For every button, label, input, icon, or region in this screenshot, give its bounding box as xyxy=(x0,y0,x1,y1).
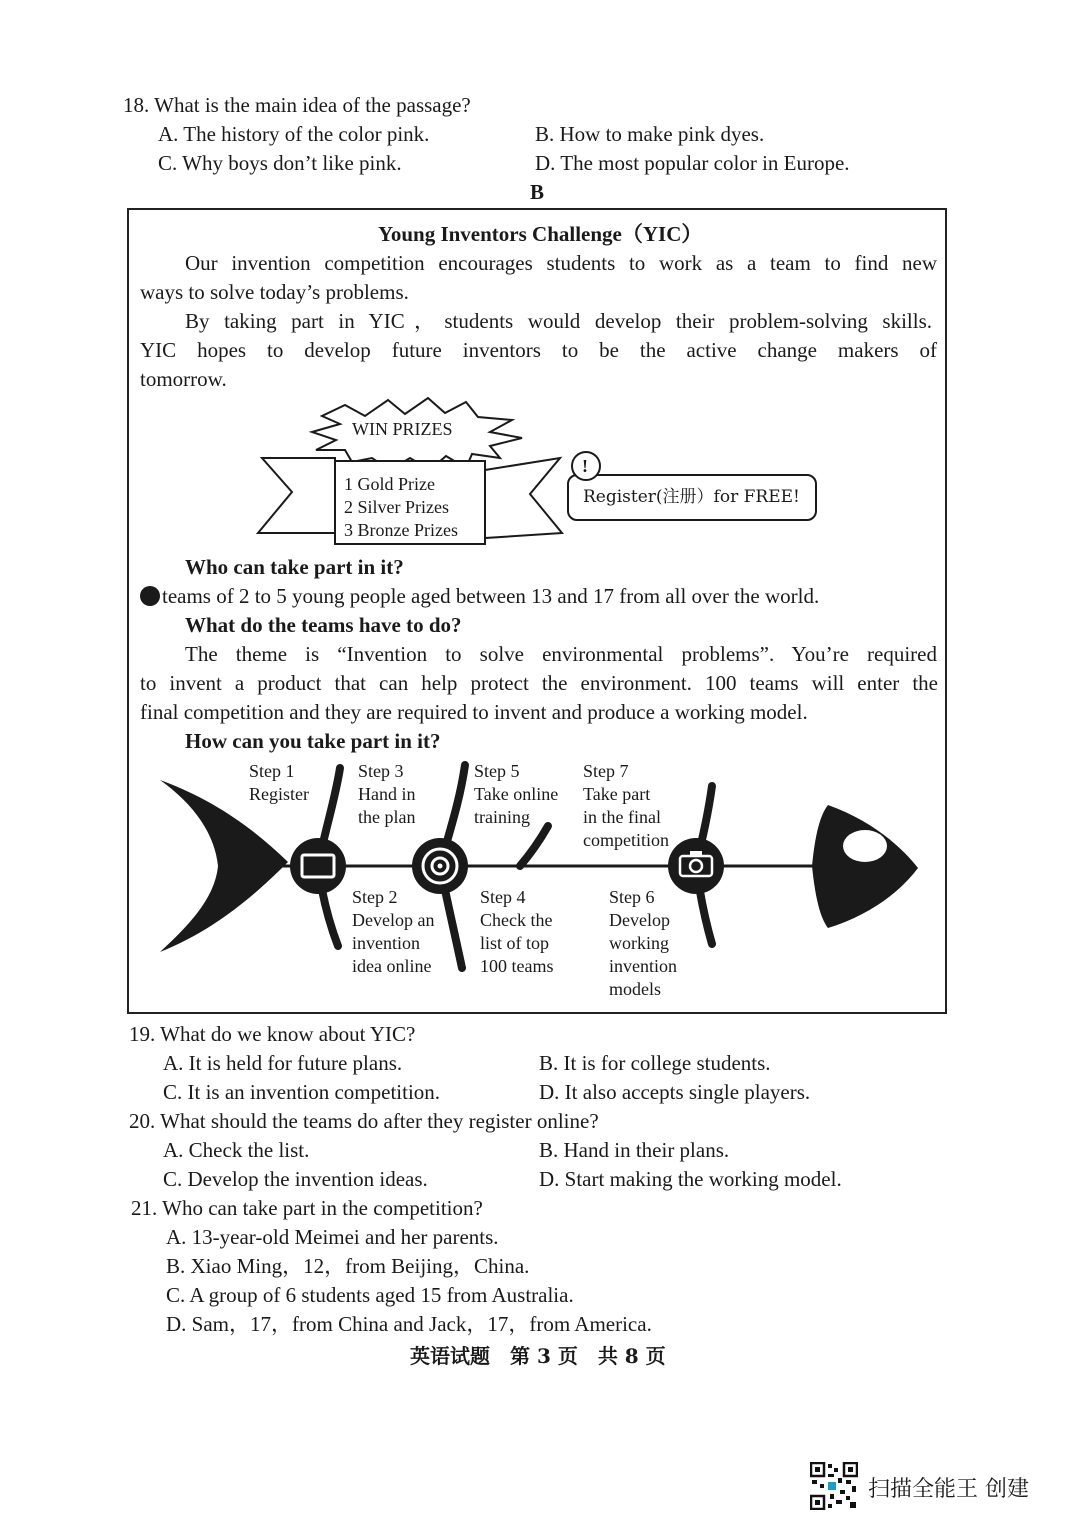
step6-text-3: invention xyxy=(609,956,677,976)
para2-line3: tomorrow. xyxy=(140,367,227,391)
what-line2: to invent a product that can help protect the environment. 100 teams will enter the xyxy=(140,671,938,695)
q19-option-d: D. It also accepts single players. xyxy=(539,1080,811,1104)
step6-text-4: models xyxy=(609,979,661,999)
para1-line2: ways to solve today’s problems. xyxy=(140,280,409,304)
page-footer: 英语试题 第 3 页 共 8 页 xyxy=(410,1344,666,1368)
who-heading: Who can take part in it? xyxy=(185,555,404,579)
q20-option-b: B. Hand in their plans. xyxy=(539,1138,730,1162)
rib-step-5 xyxy=(520,826,548,866)
node-camera-icon xyxy=(668,838,724,894)
section-label: B xyxy=(530,180,545,204)
prize-silver: 2 Silver Prizes xyxy=(344,497,449,517)
q18-stem: 18. What is the main idea of the passage? xyxy=(123,93,471,117)
step4-text-3: 100 teams xyxy=(480,956,554,976)
step7-text-2: in the final xyxy=(583,807,661,827)
q20-option-c: C. Develop the invention ideas. xyxy=(163,1167,428,1191)
node-screen-icon xyxy=(290,838,346,894)
q21-option-c: C. A group of 6 students aged 15 from Australia. xyxy=(166,1283,574,1307)
what-heading: What do the teams have to do? xyxy=(185,613,462,637)
step3-title: Step 3 xyxy=(358,761,404,781)
who-text: teams of 2 to 5 young people aged between 13 and 17 from all over the world. xyxy=(162,584,820,608)
step7-text-1: Take part xyxy=(583,784,651,804)
q19-option-a: A. It is held for future plans. xyxy=(163,1051,403,1075)
step5-text-2: training xyxy=(474,807,530,827)
para1-line1: Our invention competition encourages students to work as a team to find new xyxy=(185,251,937,275)
step6-text-2: working xyxy=(609,933,669,953)
step2-text-1: Develop an xyxy=(352,910,435,930)
q20-stem: 20. What should the teams do after they register online? xyxy=(129,1109,599,1133)
passage-title: Young Inventors Challenge（YIC） xyxy=(378,222,703,246)
step4-title: Step 4 xyxy=(480,887,526,907)
step4-text-1: Check the xyxy=(480,910,553,930)
q21-stem: 21. Who can take part in the competition? xyxy=(131,1196,483,1220)
step1-text: Register xyxy=(249,784,309,804)
q18-option-d: D. The most popular color in Europe. xyxy=(535,151,850,175)
q19-option-c: C. It is an invention competition. xyxy=(163,1080,441,1104)
q21-option-b: B. Xiao Ming，12，from Beijing，China. xyxy=(166,1254,530,1278)
q21-option-a: A. 13-year-old Meimei and her parents. xyxy=(166,1225,499,1249)
q18-option-c: C. Why boys don’t like pink. xyxy=(158,151,402,175)
fish-head xyxy=(812,805,918,928)
register-free-text: Register(注册）for FREE! xyxy=(583,487,800,507)
q21-option-d: D. Sam，17，from China and Jack，17，from America. xyxy=(166,1312,652,1336)
qr-code-icon xyxy=(810,1462,858,1510)
win-prizes-label: WIN PRIZES xyxy=(352,419,453,439)
prize-bronze: 3 Bronze Prizes xyxy=(344,520,458,540)
step2-text-2: invention xyxy=(352,933,420,953)
alert-icon: ! xyxy=(582,456,588,476)
step5-text-1: Take online xyxy=(474,784,559,804)
scanner-watermark: 扫描全能王 创建 xyxy=(868,1477,1029,1502)
step3-text-2: the plan xyxy=(358,807,416,827)
q18-option-b: B. How to make pink dyes. xyxy=(535,122,765,146)
q19-option-b: B. It is for college students. xyxy=(539,1051,771,1075)
how-heading: How can you take part in it? xyxy=(185,729,441,753)
q19-stem: 19. What do we know about YIC? xyxy=(129,1022,416,1046)
para2-line1: By taking part in YIC，students would develop their problem-solving skills. xyxy=(185,309,932,333)
step7-text-3: competition xyxy=(583,830,669,850)
q20-option-a: A. Check the list. xyxy=(163,1138,310,1162)
step6-text-1: Develop xyxy=(609,910,670,930)
step5-title: Step 5 xyxy=(474,761,520,781)
step2-title: Step 2 xyxy=(352,887,398,907)
step4-text-2: list of top xyxy=(480,933,550,953)
step1-title: Step 1 xyxy=(249,761,295,781)
step3-text-1: Hand in xyxy=(358,784,416,804)
what-line3: final competition and they are required to invent and produce a working model. xyxy=(140,700,808,724)
para2-line2: YIC hopes to develop future inventors to be the active change makers of xyxy=(140,338,937,362)
q20-option-d: D. Start making the working model. xyxy=(539,1167,842,1191)
step7-title: Step 7 xyxy=(583,761,629,781)
q18-option-a: A. The history of the color pink. xyxy=(158,122,430,146)
step2-text-3: idea online xyxy=(352,956,432,976)
fish-eye xyxy=(843,830,887,862)
what-line1: The theme is “Invention to solve environmental problems”. You’re required xyxy=(185,642,937,666)
step6-title: Step 6 xyxy=(609,887,655,907)
prize-gold: 1 Gold Prize xyxy=(344,474,435,494)
